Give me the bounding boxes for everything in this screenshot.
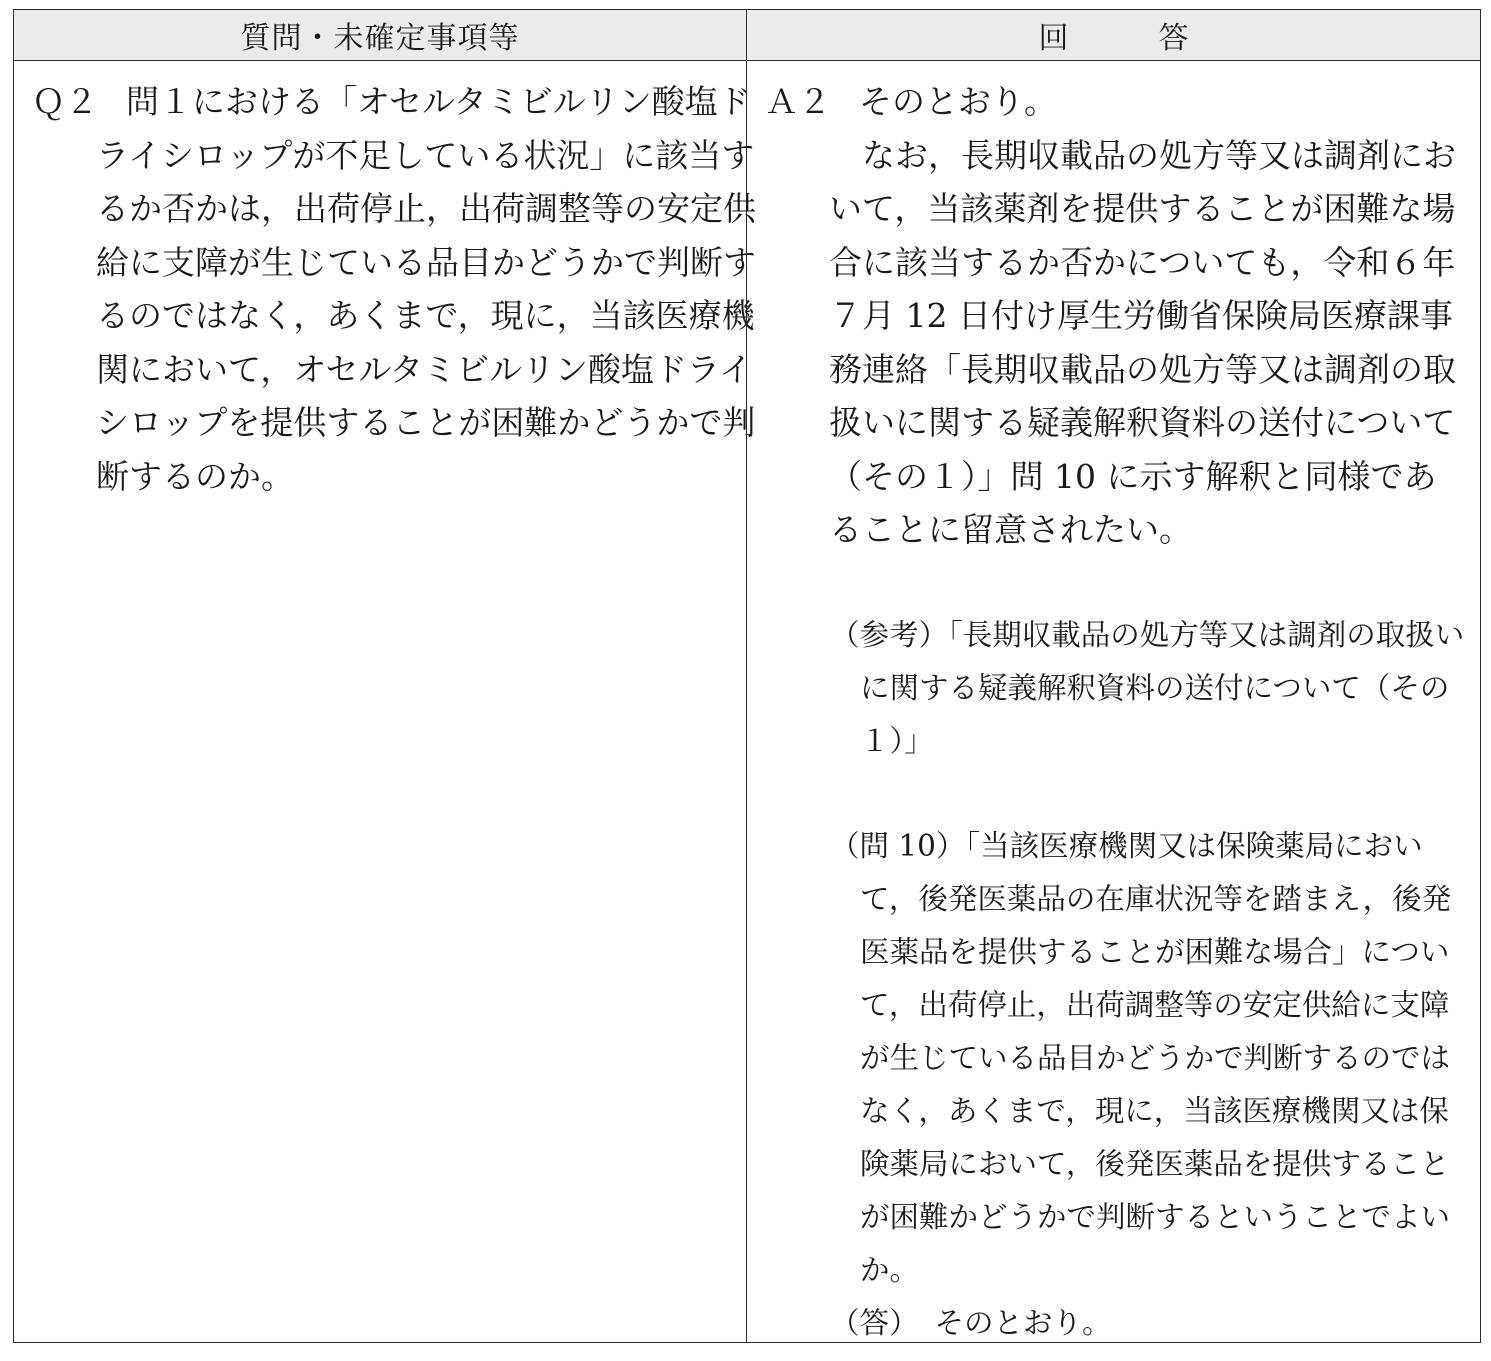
quoted-question-label: （問 10） xyxy=(830,828,966,863)
answer-first-text: そのとおり。 xyxy=(859,82,1057,121)
reference-text: 「長期収載品の処方等又は調剤の取扱いに関する疑義解釈資料の送付について（その１）」 xyxy=(860,617,1465,758)
question-cell xyxy=(14,61,756,1343)
quoted-answer-text: そのとおり。 xyxy=(934,1305,1112,1340)
answer-first-line xyxy=(765,75,1466,129)
header-row xyxy=(14,10,1481,61)
body-row xyxy=(14,61,1481,1343)
quoted-question-text: 「当該医療機関又は保険薬局において，後発医薬品の在庫状況等を踏まえ，後発医薬品を提供することが困難な場合」について，出荷停止，出荷調整等の安定供給に支障が生じている品目かどうかで判断するのではなく，あくまで，現に，当該医療機関又は保険薬局において，後発医薬品を提供することが困難かどうかで判断するということでよいか。 xyxy=(860,828,1452,1287)
answer-label: Ａ２ xyxy=(765,82,831,121)
quoted-question-block xyxy=(830,820,1466,1297)
qa-table xyxy=(13,9,1481,1343)
quoted-answer-block xyxy=(830,1297,1466,1350)
reference-paragraph xyxy=(830,609,1466,768)
answer-note: なお，長期収載品の処方等又は調剤において，当該薬剤を提供することが困難な場合に該当するか否かについても，令和６年７月 12 日付け厚生労働省保険局医療課事務連絡「長期収載品の処方等又は調剤の取扱いに関する疑義解釈資料の送付について（その１）」問 10 に示す解釈と同様であることに留意されたい。 xyxy=(829,135,1456,549)
reference-block xyxy=(830,609,1466,768)
question-item xyxy=(32,75,764,503)
quoted-answer-paragraph xyxy=(830,1297,1466,1350)
quoted-answer-label: （答） xyxy=(830,1305,919,1340)
question-label: Ｑ２ xyxy=(32,82,98,121)
quoted-question-paragraph xyxy=(830,820,1466,1297)
answer-block xyxy=(765,75,1466,1350)
answer-column-header: 回 答 xyxy=(747,10,1481,61)
answer-cell xyxy=(747,61,1481,1343)
reference-label: （参考） xyxy=(830,617,949,652)
question-column-header: 質問・未確定事項等 xyxy=(14,10,747,61)
question-text: 問１における「オセルタミビルリン酸塩ドライシロップが不足している状況」に該当するか否かは，出荷停止，出荷調整等の安定供給に支障が生じている品目かどうかで判断するのではなく，あくまで，現に，当該医療機関において，オセルタミビルリン酸塩ドライシロップを提供することが困難かどうかで判断するのか。 xyxy=(96,82,756,496)
